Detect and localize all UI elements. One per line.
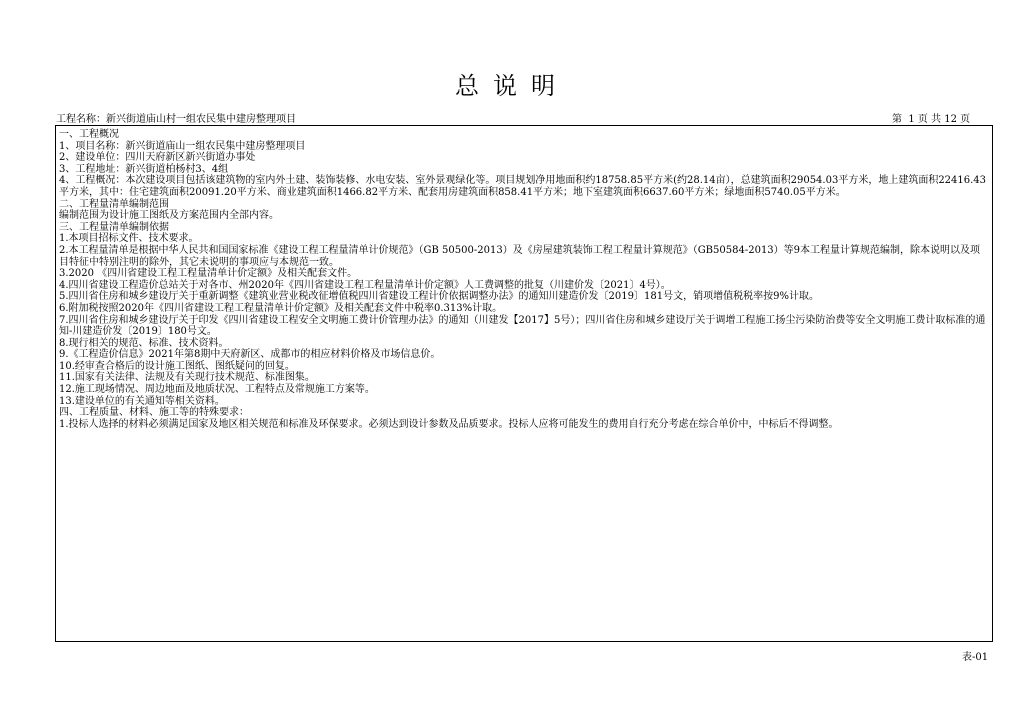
description-line: 8.现行相关的规范、标准、技术资料。 xyxy=(59,337,229,349)
page-info: 第 1 页 共 12 页 xyxy=(892,114,971,125)
description-line: 2、建设单位：四川天府新区新兴街道办事处 xyxy=(59,152,256,164)
description-line: 四、工程质量、材料、施工等的特殊要求： xyxy=(59,407,249,419)
description-line: 3、工程地址：新兴街道柏杨村3、4组 xyxy=(59,163,229,175)
description-line: 一、工程概况 xyxy=(59,129,119,140)
description-line: 4.四川省建设工程造价总站关于对各市、州2020年《四川省建设工程工程量清单计价定额》人工费调整的批复（川建价发〔2021〕4号）。 xyxy=(59,279,671,291)
description-line: 6.附加税按照2020年《四川省建设工程工程量清单计价定额》及相关配套文件中税率0.313%计取。 xyxy=(59,302,503,314)
project-name: 工程名称：新兴街道庙山村一组农民集中建房整理项目 xyxy=(56,114,296,125)
description-line: 9.《工程造价信息》2021年第8期中天府新区、成都市的相应材料价格及市场信息价。 xyxy=(59,349,441,361)
description-line: 二、工程量清单编制范围 xyxy=(59,198,169,210)
description-line: 10.经审查合格后的设计施工图纸、图纸疑问的回复。 xyxy=(59,360,295,372)
description-box xyxy=(55,125,993,642)
description-line: 1.投标人选择的材料必须满足国家及地区相关规范和标准及环保要求。必须达到设计参数及品质要求。投标人应将可能发生的费用自行充分考虑在综合单价中，中标后不得调整。 xyxy=(59,418,839,430)
description-line: 5.四川省住房和城乡建设厅关于重新调整《建筑业营业税改征增值税四川省建设工程计价依据调整办法》的通知川建造价发〔2019〕181号文，销项增值税税率按9%计取。 xyxy=(59,291,819,303)
description-line: 7.四川省住房和城乡建设厅关于印发《四川省建设工程安全文明施工费计价管理办法》的通知（川建发【2017】5号）；四川省住房和城乡建设厅关于调增工程施工扬尘污染防治费等安全文明施工费计取标准的通知-川建造价发〔2019〕180号文。 xyxy=(59,314,986,338)
description-line: 1.本项目招标文件、技术要求。 xyxy=(59,233,199,245)
description-line: 3.2020 《四川省建设工程工程量清单计价定额》及相关配套文件。 xyxy=(59,268,358,280)
description-line: 12.施工现场情况、周边地面及地质状况、工程特点及常规施工方案等。 xyxy=(59,384,375,396)
description-line: 2.本工程量清单是根据中华人民共和国国家标准《建设工程工程量清单计价规范》（GB 50500-2013）及《房屋建筑装饰工程工程量计算规范》（GB50584-2013）等9本工程量计算规范编制，除本说明以及项目特征中特别注明的除外，其它未说明的事项应与本规范一致。 xyxy=(59,244,981,268)
description-body xyxy=(59,129,989,430)
description-line: 三、工程量清单编制依据 xyxy=(59,221,169,233)
document-title: 总说明 xyxy=(455,72,569,100)
description-line: 13.建设单位的有关通知等相关资料。 xyxy=(59,395,225,407)
description-line: 11.国家有关法律、法规及有关现行技术规范、标准图集。 xyxy=(59,372,315,384)
description-line: 4、工程概况：本次建设项目包括该建筑物的室内外土建、装饰装修、水电安装、室外景观绿化等。项目规划净用地面积约18758.85平方米(约28.14亩），总建筑面积29054.03平方米，地上建筑面积22416.43平方米，其中：住宅建筑面积20091.20平方米、商业建筑面积1466.82平方米、配套用房建筑面积858.41平方米；地下室建筑面积6637.60平方米；绿地面积5740.05平方米。 xyxy=(59,175,987,198)
table-number: 表-01 xyxy=(962,652,989,663)
description-line: 1、项目名称：新兴街道庙山一组农民集中建房整理项目 xyxy=(59,140,306,152)
description-line: 编制范围为设计施工图纸及方案范围内全部内容。 xyxy=(59,210,279,222)
